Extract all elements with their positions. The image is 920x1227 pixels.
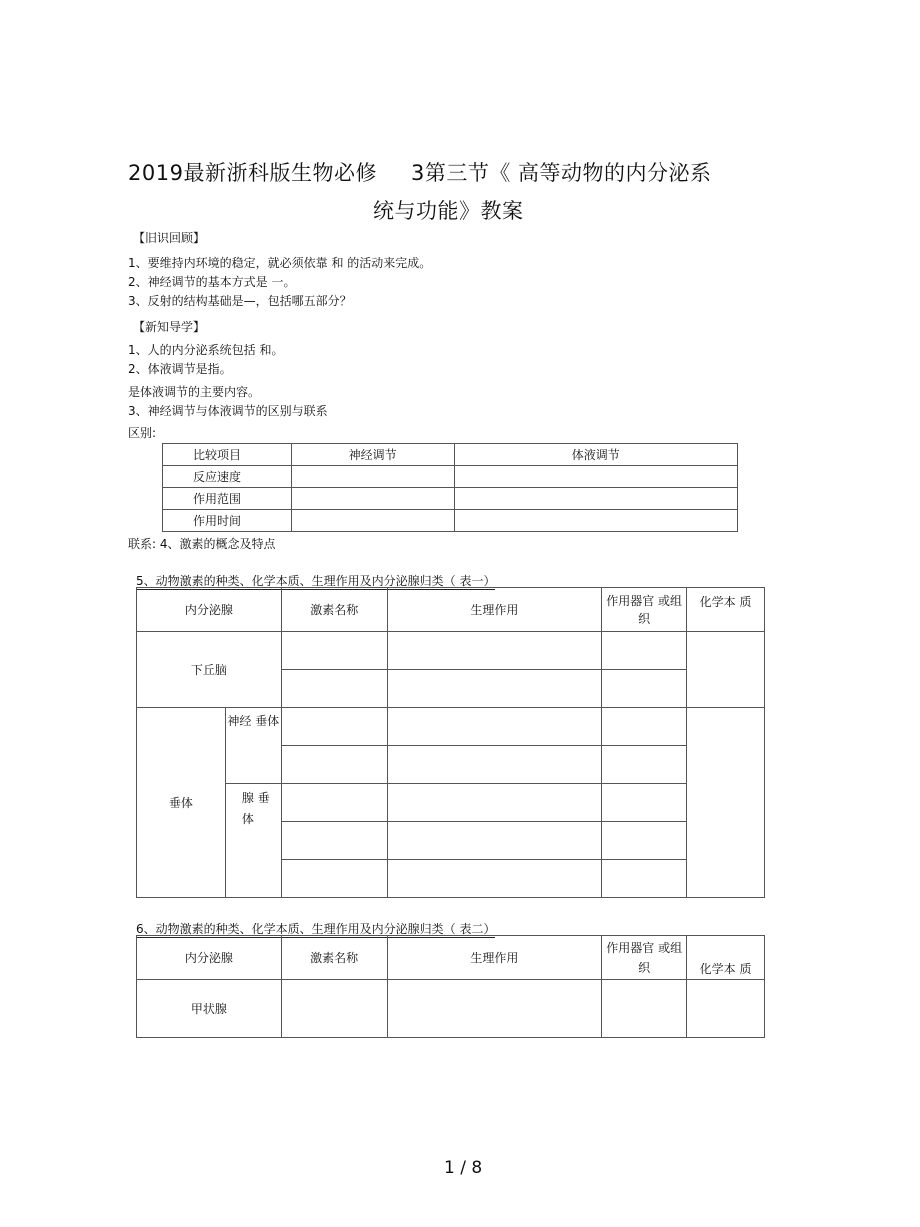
compare-header-item: 比较项目 bbox=[163, 444, 292, 466]
table-cell bbox=[387, 784, 602, 822]
title-part-b: 3第三节《 高等动物的内分泌系 bbox=[410, 161, 712, 185]
table1-header-organ: 作用器官 或组织 bbox=[602, 588, 687, 632]
table1-header-gland: 内分泌腺 bbox=[137, 588, 282, 632]
table-cell bbox=[454, 488, 737, 510]
table-cell bbox=[387, 822, 602, 860]
table-cell bbox=[387, 860, 602, 898]
review-item-2: 2、神经调节的基本方式是 一。 bbox=[128, 275, 296, 289]
table2-header-row bbox=[137, 936, 765, 980]
table2-header-gland: 内分泌腺 bbox=[137, 936, 282, 980]
table1-hypothalamus: 下丘脑 bbox=[137, 632, 282, 708]
table-cell bbox=[602, 980, 687, 1038]
table1-caption: 5、动物激素的种类、化学本质、生理作用及内分泌腺归类（ 表一） bbox=[136, 574, 496, 588]
compare-row-label: 反应速度 bbox=[163, 466, 292, 488]
table-cell bbox=[602, 784, 687, 822]
new-item-3: 是体液调节的主要内容。 bbox=[128, 385, 261, 399]
table-cell bbox=[291, 510, 454, 532]
table-cell bbox=[281, 860, 387, 898]
page-number: 1 / 8 bbox=[444, 1158, 483, 1178]
table-cell bbox=[387, 980, 602, 1038]
table-cell bbox=[602, 708, 687, 746]
table-row bbox=[137, 708, 765, 746]
table1-pituitary: 垂体 bbox=[137, 708, 226, 898]
table-cell bbox=[602, 822, 687, 860]
hormone-table-2 bbox=[136, 935, 765, 1038]
table-cell bbox=[602, 670, 687, 708]
table-cell bbox=[281, 708, 387, 746]
table-cell bbox=[454, 466, 737, 488]
new-item-4: 3、神经调节与体液调节的区别与联系 bbox=[128, 404, 328, 418]
table2-header-nature: 化学本 质 bbox=[687, 936, 765, 980]
new-item-1: 1、人的内分泌系统包括 和。 bbox=[128, 343, 284, 357]
new-item-2: 2、体液调节是指。 bbox=[128, 362, 232, 376]
table2-header-organ: 作用器官 或组织 bbox=[602, 936, 687, 980]
table-cell bbox=[387, 708, 602, 746]
table-cell bbox=[281, 980, 387, 1038]
title-part-a: 2019最新浙科版生物必修 bbox=[128, 161, 377, 185]
review-heading: 【旧识回顾】 bbox=[133, 231, 206, 245]
table-cell bbox=[687, 708, 765, 898]
table-cell bbox=[281, 670, 387, 708]
new-heading: 【新知导学】 bbox=[133, 320, 206, 334]
table-cell bbox=[387, 746, 602, 784]
page-title-line2: 统与功能》教案 bbox=[373, 199, 524, 223]
review-item-3: 3、反射的结构基础是—，包括哪五部分？ bbox=[128, 294, 352, 308]
table-row bbox=[163, 466, 738, 488]
compare-table bbox=[162, 443, 738, 532]
table-cell bbox=[387, 632, 602, 670]
compare-header-neural: 神经调节 bbox=[291, 444, 454, 466]
table2-thyroid: 甲状腺 bbox=[137, 980, 282, 1038]
compare-header-humoral: 体液调节 bbox=[454, 444, 737, 466]
page-title-line1 bbox=[128, 157, 712, 187]
table2-header-function: 生理作用 bbox=[387, 936, 602, 980]
table1-header-nature: 化学本 质 bbox=[687, 588, 765, 632]
link-line: 联系: 4、激素的概念及特点 bbox=[128, 537, 276, 551]
table-cell bbox=[291, 466, 454, 488]
table-row bbox=[137, 784, 765, 822]
table-cell bbox=[281, 784, 387, 822]
table-cell bbox=[687, 632, 765, 708]
table-cell bbox=[281, 746, 387, 784]
compare-row-label: 作用时间 bbox=[163, 510, 292, 532]
table-cell bbox=[387, 670, 602, 708]
table-cell bbox=[602, 860, 687, 898]
table2-caption: 6、动物激素的种类、化学本质、生理作用及内分泌腺归类（ 表二） bbox=[136, 922, 496, 936]
table-cell bbox=[687, 980, 765, 1038]
table-cell bbox=[602, 632, 687, 670]
table-row bbox=[163, 510, 738, 532]
table1-neuro-pituitary: 神经 垂体 bbox=[225, 708, 281, 784]
table-cell bbox=[281, 632, 387, 670]
table2-header-hormone: 激素名称 bbox=[281, 936, 387, 980]
table-row bbox=[137, 980, 765, 1038]
compare-header-row bbox=[163, 444, 738, 466]
compare-row-label: 作用范围 bbox=[163, 488, 292, 510]
table-cell bbox=[291, 488, 454, 510]
table1-header-function: 生理作用 bbox=[387, 588, 602, 632]
table1-header-row bbox=[137, 588, 765, 632]
hormone-table-1 bbox=[136, 587, 765, 898]
table1-header-hormone: 激素名称 bbox=[281, 588, 387, 632]
table-cell bbox=[602, 746, 687, 784]
table1-adeno-pituitary: 腺 垂体 bbox=[225, 784, 281, 898]
new-item-5: 区别: bbox=[128, 426, 157, 440]
table-row bbox=[163, 488, 738, 510]
review-item-1: 1、要维持内环境的稳定，就必须依靠 和 的活动来完成。 bbox=[128, 256, 432, 270]
table-cell bbox=[454, 510, 737, 532]
table-cell bbox=[281, 822, 387, 860]
table-row bbox=[137, 632, 765, 670]
